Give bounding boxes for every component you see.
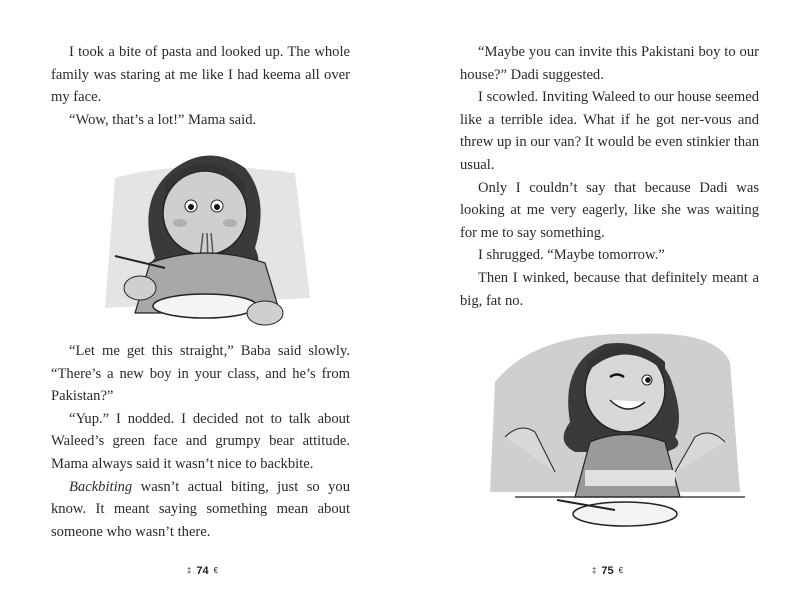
paragraph: I took a bite of pasta and looked up. The whole family was staring at me like I had keema all over my face.	[51, 44, 350, 106]
ornament-icon: €	[618, 566, 624, 575]
girl-winking-shrug-illustration	[475, 322, 755, 537]
ornament-icon: ‡	[591, 566, 597, 575]
page-number: ‡ 75 €	[591, 565, 624, 577]
ornament-icon: €	[213, 566, 219, 575]
right-page	[405, 0, 810, 589]
paragraph: “Wow, that’s a lot!” Mama said.	[69, 111, 257, 128]
paragraph: “Maybe you can invite this Pakistani boy to our house?” Dadi suggested.	[460, 44, 759, 83]
girl-eating-pasta-illustration	[95, 138, 320, 338]
left-top-text	[51, 41, 350, 131]
paragraph: Then I winked, because that definitely meant a big, fat no.	[460, 269, 759, 309]
page-number: ‡ 74 €	[186, 565, 219, 577]
left-bottom-text	[51, 340, 350, 543]
italic-term: Backbiting	[69, 478, 133, 495]
right-text	[460, 41, 759, 312]
paragraph: Backbiting wasn’t actual biting, just so you know. It meant saying something mean about someone who wasn’t there.	[51, 478, 350, 540]
paragraph: I shrugged. “Maybe tomorrow.”	[478, 247, 665, 264]
paragraph: Only I couldn’t say that because Dadi was looking at me very eagerly, like she was waiting for me to say something.	[460, 179, 759, 241]
paragraph: I scowled. Inviting Waleed to our house seemed like a terrible idea. What if he got ner-vous and threw up in our van? It would be even stinkier than usual.	[460, 89, 759, 173]
ornament-icon: ‡	[186, 566, 192, 575]
paragraph: “Yup.” I nodded. I decided not to talk about Waleed’s green face and grumpy bear attitude. Mama always said it wasn’t nice to backbite.	[51, 410, 350, 472]
paragraph: “Let me get this straight,” Baba said slowly. “There’s a new boy in your class, and he’s from Pakistan?”	[51, 343, 350, 405]
